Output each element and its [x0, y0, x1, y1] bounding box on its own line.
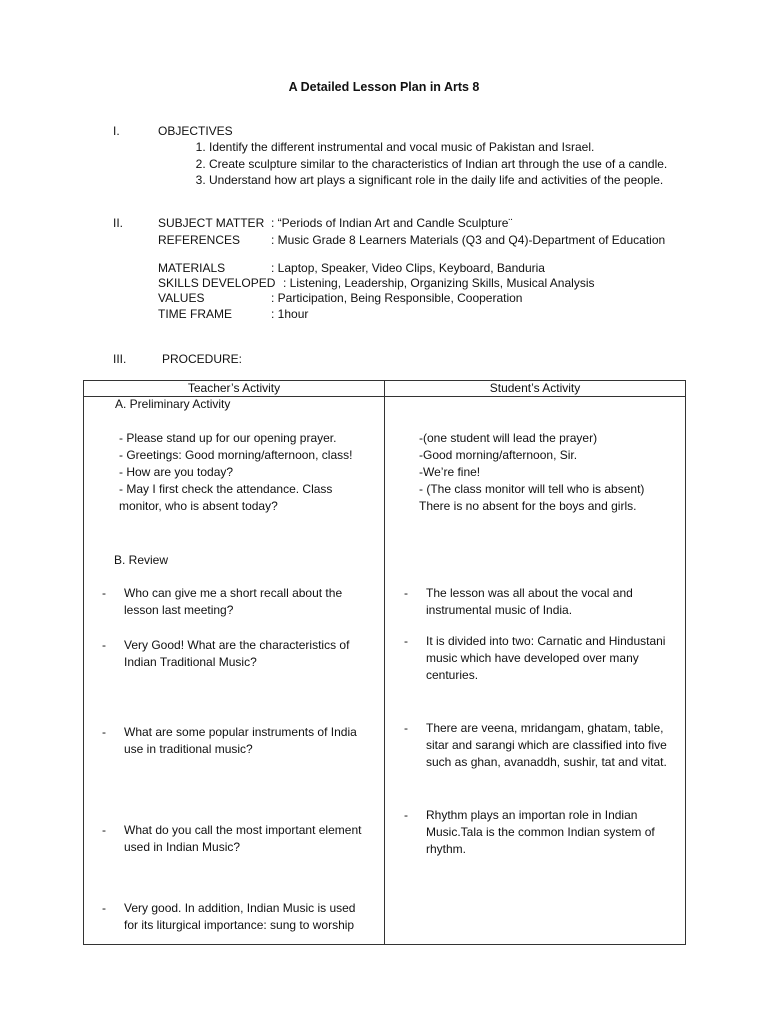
review-heading: B. Review	[114, 553, 169, 567]
teacher-review-question: Very Good! What are the characteristics of Indian Traditional Music?	[124, 638, 350, 669]
bullet-dash: -	[404, 721, 408, 735]
student-review-answer: The lesson was all about the vocal and instrumental music of India.	[426, 586, 633, 617]
preliminary-heading: A. Preliminary Activity	[115, 397, 231, 411]
student-review-answer: It is divided into two: Carnatic and Hindustani music which have developed over many centuries.	[426, 634, 666, 682]
teacher-review-question: What are some popular instruments of India use in traditional music?	[124, 725, 357, 756]
objective-item: 1. Identify the different instrumental and vocal music of Pakistan and Israel.	[209, 139, 679, 156]
teacher-prelim-line: - Greetings: Good morning/afternoon, class!	[119, 448, 353, 462]
bullet-dash: -	[102, 586, 106, 600]
bullet-dash: -	[102, 638, 106, 652]
student-activity-cell	[385, 397, 686, 945]
procedure-table	[83, 380, 686, 945]
section-numeral-objectives: I.	[113, 124, 120, 138]
section-numeral-procedure: III.	[113, 352, 127, 366]
objective-item: 2. Create sculpture similar to the characteristics of Indian art through the use of a candle.	[209, 156, 679, 173]
skills-value: : Listening, Leadership, Organizing Skills, Musical Analysis	[283, 276, 595, 290]
bullet-dash: -	[404, 634, 408, 648]
student-prelim-line: There is no absent for the boys and girls.	[419, 499, 637, 513]
teacher-prelim-line: monitor, who is absent today?	[119, 499, 278, 513]
references-value: : Music Grade 8 Learners Materials (Q3 and Q4)-Department of Education	[271, 233, 666, 247]
procedure-heading: PROCEDURE:	[162, 352, 243, 366]
bullet-dash: -	[102, 725, 106, 739]
teacher-review-question: Who can give me a short recall about the lesson last meeting?	[124, 586, 343, 617]
objectives-heading: OBJECTIVES	[158, 124, 233, 138]
student-review-answer: Rhythm plays an importan role in Indian Music.Tala is the common Indian system of rhythm.	[426, 808, 655, 856]
teacher-prelim-line: - May I first check the attendance. Class	[119, 482, 333, 496]
student-prelim-line: -(one student will lead the prayer)	[419, 431, 598, 445]
bullet-dash: -	[404, 586, 408, 600]
references-label: REFERENCES	[158, 233, 241, 247]
table-header-row	[84, 381, 686, 397]
teacher-review-question: Very good. In addition, Indian Music is used for its liturgical importance: sung to worship	[124, 901, 356, 932]
student-prelim-line: - (The class monitor will tell who is absent)	[419, 482, 645, 496]
student-prelim-line: -We’re fine!	[419, 465, 481, 479]
subject-matter-value: : “Periods of Indian Art and Candle Sculpture¨	[271, 216, 513, 230]
values-value: : Participation, Being Responsible, Cooperation	[271, 291, 523, 305]
teacher-review-question: What do you call the most important element used in Indian Music?	[124, 823, 362, 854]
skills-label: SKILLS DEVELOPED	[158, 276, 276, 290]
student-prelim-line: -Good morning/afternoon, Sir.	[419, 448, 578, 462]
document-title: A Detailed Lesson Plan in Arts 8	[288, 80, 480, 94]
student-review-answer: There are veena, mridangam, ghatam, table, sitar and sarangi which are classified into five such as ghan, avanaddh, sushir, tat and vitat.	[426, 721, 667, 769]
teacher-activity-cell	[84, 397, 385, 945]
column-header-student: Student’s Activity	[385, 381, 686, 397]
values-label: VALUES	[158, 291, 205, 305]
bullet-dash: -	[404, 808, 408, 822]
bullet-dash: -	[102, 823, 106, 837]
teacher-prelim-line: - How are you today?	[119, 465, 234, 479]
objectives-list	[186, 139, 679, 189]
materials-value: : Laptop, Speaker, Video Clips, Keyboard, Banduria	[271, 261, 545, 275]
bullet-dash: -	[102, 901, 106, 915]
subject-matter-label: SUBJECT MATTER	[158, 216, 265, 230]
table-body-row	[84, 397, 686, 945]
time-frame-label: TIME FRAME	[158, 307, 232, 321]
materials-label: MATERIALS	[158, 261, 226, 275]
column-header-teacher: Teacher’s Activity	[84, 381, 385, 397]
teacher-prelim-line: - Please stand up for our opening prayer.	[119, 431, 337, 445]
section-numeral-subject: II.	[113, 216, 124, 230]
objective-item: 3. Understand how art plays a significant role in the daily life and activities of the people.	[209, 172, 679, 189]
time-frame-value: : 1hour	[271, 307, 309, 321]
